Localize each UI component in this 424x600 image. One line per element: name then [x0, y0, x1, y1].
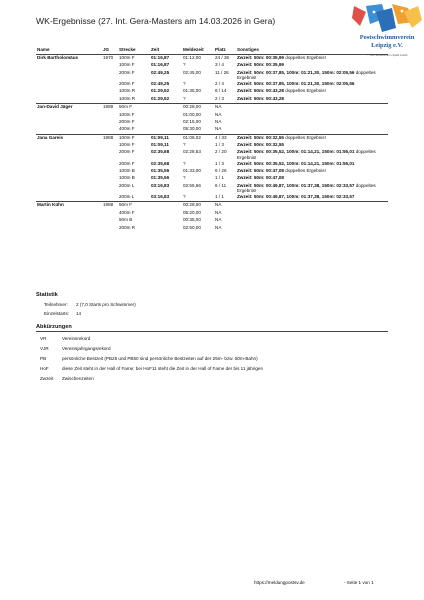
einzelstarts-value: 14	[76, 311, 82, 316]
distance: 100m R	[119, 95, 136, 101]
swim-time	[150, 126, 182, 134]
birth-year	[102, 96, 118, 104]
entry-time: ?	[183, 175, 186, 181]
entry-time: 02:50,00	[183, 224, 201, 230]
placement: 2 / 4	[215, 80, 224, 86]
athlete-name	[36, 62, 102, 69]
swim-time: 02:49,25	[151, 69, 170, 75]
distance: 100m F	[118, 134, 150, 142]
distance: 200m F	[119, 118, 135, 124]
athlete-name	[36, 142, 102, 149]
table-row	[36, 175, 388, 182]
entry-time: 02:45,00	[183, 69, 201, 75]
teilnehmer-label: Teilnehmer:	[44, 302, 68, 307]
notes	[236, 202, 388, 210]
distance: 50m B	[119, 217, 133, 223]
notes	[236, 168, 388, 175]
placement: 1 / 3	[215, 160, 224, 166]
athlete-name	[36, 88, 102, 95]
notes	[236, 161, 388, 168]
swim-time	[150, 119, 182, 126]
athlete-name: Jan-David Jäger	[36, 104, 102, 112]
athlete-name	[36, 175, 102, 182]
split-times: Zwzeit: 50m: 00:37,85, 100m: 01:21,30, 150m: 02:05,56	[237, 80, 355, 86]
distance: 200m F	[119, 149, 135, 155]
distance: 100m F	[119, 142, 135, 148]
swim-time: 01:16,87	[150, 55, 182, 63]
split-times: Zwzeit: 50m: 00:35,99	[237, 62, 284, 68]
notes	[236, 210, 388, 217]
athlete-name	[36, 225, 102, 232]
table-row	[36, 161, 388, 168]
birth-year	[102, 168, 118, 175]
col-sonstiges: Sonstiges	[236, 45, 388, 55]
distance: 400m F	[119, 126, 135, 132]
distance: 200m L	[119, 182, 135, 188]
birth-year: 1988	[102, 202, 118, 210]
swim-time: 02:49,25	[151, 80, 170, 86]
swim-time	[150, 217, 182, 224]
birth-year	[102, 210, 118, 217]
birth-year	[102, 62, 118, 69]
entry-time: 01:00,00	[183, 111, 201, 117]
duplicate-note: doppeltes Ergebnis!	[283, 134, 326, 140]
placement: NA	[215, 111, 222, 117]
entry-time: 00:28,00	[182, 104, 214, 112]
col-meldezeit: Meldezeit	[182, 45, 214, 55]
page-title: WK-Ergebnisse (27. Int. Gera-Masters am 14.03.2026 in Gera)	[36, 16, 276, 26]
duplicate-note: doppeltes Ergebnis!	[283, 55, 326, 60]
split-times: Zwzeit: 50m: 00:35,99	[237, 55, 284, 60]
split-times: Zwzeit: 50m: 00:43,28	[237, 88, 284, 94]
table-row	[36, 88, 388, 95]
distance: 200m F	[119, 80, 135, 86]
results-header-row	[36, 45, 388, 55]
placement: 8 / 14	[215, 88, 227, 94]
placement: NA	[215, 126, 222, 132]
birth-year	[102, 126, 118, 134]
fish-logo-icon	[352, 2, 422, 36]
birth-year: 1970	[102, 55, 118, 63]
athlete-name	[36, 119, 102, 126]
abbr-key: VJR	[40, 346, 49, 351]
table-row	[36, 134, 388, 142]
notes	[236, 225, 388, 232]
abbr-description: Zwischenzeiten	[62, 376, 94, 381]
placement: NA	[215, 217, 222, 223]
birth-year	[102, 217, 118, 224]
einzelstarts-label: Einzelstarts:	[44, 311, 70, 316]
table-row	[36, 194, 388, 202]
birth-year	[102, 112, 118, 119]
entry-time: 01:08,02	[182, 134, 214, 142]
placement: NA	[215, 224, 222, 230]
entry-time: 01:35,00	[183, 88, 201, 94]
notes	[236, 104, 388, 112]
teilnehmer-value: 2 (7,0 Starts pro Schwimmer)	[76, 302, 136, 307]
split-times: Zwzeit: 50m: 00:49,87, 100m: 01:37,38, 150m: 02:33,57	[237, 194, 355, 200]
table-row	[36, 183, 388, 194]
notes	[236, 126, 388, 134]
athlete-name	[36, 183, 102, 194]
notes	[236, 88, 388, 95]
athlete-name	[36, 126, 102, 134]
duplicate-note: doppeltes Ergebnis!	[283, 88, 326, 94]
distance: 50m F	[118, 104, 150, 112]
table-row	[36, 217, 388, 224]
athlete-name: Jana Gareis	[36, 134, 102, 142]
distance: 100m B	[119, 168, 135, 174]
statistik-heading: Statistik	[36, 292, 58, 298]
entry-time: 02:28,53	[183, 149, 201, 155]
placement: 1 / 3	[215, 142, 224, 148]
entry-time: ?	[183, 160, 186, 166]
swim-time	[150, 210, 182, 217]
birth-year	[102, 225, 118, 232]
table-row	[36, 104, 388, 112]
entry-time: 00:35,00	[183, 217, 201, 223]
abkuerzungen-heading: Abkürzungen	[36, 324, 72, 330]
distance: 100m F	[118, 55, 150, 63]
swim-time: 03:16,83	[151, 182, 170, 188]
distance: 200m R	[119, 224, 136, 230]
athlete-name	[36, 210, 102, 217]
swim-time: 01:09,11	[151, 142, 169, 148]
logo-org-name: Postschwimmverein	[359, 34, 415, 41]
entry-time: 00:28,00	[182, 202, 214, 210]
placement: 6 / 11	[215, 182, 227, 188]
swim-time: 01:35,56	[151, 168, 170, 174]
notes	[236, 183, 388, 194]
distance: 200m F	[119, 69, 135, 75]
table-row	[36, 96, 388, 104]
swim-time: 01:29,52	[151, 88, 170, 94]
table-row	[36, 62, 388, 69]
swim-time: 02:35,68	[151, 149, 170, 155]
birth-year	[102, 183, 118, 194]
swim-time: 01:35,56	[151, 175, 170, 181]
athlete-name	[36, 161, 102, 168]
split-times: Zwzeit: 50m: 00:43,28	[237, 95, 284, 101]
col-platz: Platz	[214, 45, 236, 55]
logo-slogan: … von Schwimmern Spaß macht	[366, 53, 408, 57]
entry-time: 05:30,00	[183, 126, 201, 132]
notes	[236, 55, 388, 63]
notes	[236, 194, 388, 202]
swim-time: 01:29,52	[151, 95, 170, 101]
table-row	[36, 202, 388, 210]
placement: 11 / 26	[215, 69, 229, 75]
abbr-description: Vereinsjahrgangsrekord	[62, 346, 111, 351]
birth-year	[102, 119, 118, 126]
table-row	[36, 149, 388, 160]
swim-time: 03:16,83	[151, 194, 170, 200]
abbr-key: Zwzeit	[40, 376, 54, 381]
notes	[236, 134, 388, 142]
athlete-name	[36, 81, 102, 88]
notes	[236, 119, 388, 126]
placement: NA	[214, 202, 236, 210]
athlete-name	[36, 70, 102, 81]
birth-year	[102, 81, 118, 88]
entry-time: 02:15,00	[183, 118, 201, 124]
abbr-description: persönliche Bestzeit (PB25 und PB50 sind persönliche Bestzeiten auf der 25m- bzw. 50m-Bahn)	[62, 356, 258, 361]
table-row	[36, 55, 388, 63]
abbr-description: Vereinsrekord	[62, 336, 91, 341]
col-zeit: Zeit	[150, 45, 182, 55]
placement: 2 / 20	[215, 149, 227, 155]
results-body	[36, 55, 388, 232]
placement: 1 / 1	[215, 175, 224, 181]
birth-year	[102, 142, 118, 149]
placement: NA	[215, 118, 222, 124]
table-row	[36, 168, 388, 175]
notes	[236, 175, 388, 182]
swim-time: 01:09,11	[150, 134, 182, 142]
table-row	[36, 81, 388, 88]
placement: 24 / 36	[214, 55, 236, 63]
athlete-name	[36, 168, 102, 175]
swim-time: 02:35,68	[151, 160, 170, 166]
duplicate-note: doppeltes Ergebnis!	[237, 149, 376, 161]
table-row	[36, 112, 388, 119]
birth-year	[102, 149, 118, 160]
split-times: Zwzeit: 50m: 00:32,55	[237, 134, 284, 140]
abkuerzungen-divider	[36, 331, 388, 332]
athlete-name	[36, 217, 102, 224]
placement: 2 / 3	[215, 95, 224, 101]
swim-time: 01:16,87	[151, 62, 170, 68]
swim-time	[150, 112, 182, 119]
distance: 100m F	[119, 111, 135, 117]
distance: 200m F	[119, 160, 135, 166]
col-name: Name	[36, 45, 102, 55]
notes	[236, 142, 388, 149]
entry-time: 05:20,00	[183, 209, 201, 215]
results-table	[36, 45, 388, 232]
distance: 100m R	[119, 88, 136, 94]
swim-time	[150, 202, 182, 210]
entry-time: 02:55,66	[183, 182, 201, 188]
notes	[236, 112, 388, 119]
split-times: Zwzeit: 50m: 00:35,52, 100m: 01:14,21, 150m: 01:55,01	[237, 160, 355, 166]
duplicate-note: doppeltes Ergebnis!	[237, 69, 376, 81]
abbr-key: VR	[40, 336, 47, 341]
athlete-name	[36, 149, 102, 160]
entry-time: 01:12,00	[182, 55, 214, 63]
notes	[236, 70, 388, 81]
table-row	[36, 70, 388, 81]
birth-year	[102, 88, 118, 95]
notes	[236, 96, 388, 104]
birth-year	[102, 161, 118, 168]
athlete-name: Martin Kühn	[36, 202, 102, 210]
placement: NA	[215, 209, 222, 215]
logo-org-city: Leipzig e.V.	[371, 42, 403, 49]
swim-time	[150, 225, 182, 232]
split-times: Zwzeit: 50m: 00:37,85, 100m: 01:21,30, 150m: 02:05,56	[237, 69, 355, 75]
entry-time: ?	[183, 194, 186, 200]
placement: 1 / 1	[215, 194, 224, 200]
notes	[236, 62, 388, 69]
table-row	[36, 119, 388, 126]
footer-url: https://meldungpostsv.de	[254, 580, 305, 585]
table-row	[36, 142, 388, 149]
distance: 100m F	[119, 62, 135, 68]
athlete-name	[36, 194, 102, 202]
abbr-key: PB	[40, 356, 47, 361]
entry-time: ?	[183, 80, 186, 86]
entry-time: 01:33,00	[183, 168, 201, 174]
placement: 3 / 4	[215, 62, 224, 68]
notes	[236, 149, 388, 160]
col-strecke: Strecke	[118, 45, 150, 55]
entry-time: ?	[183, 95, 186, 101]
split-times: Zwzeit: 50m: 00:47,08	[237, 175, 284, 181]
athlete-name	[36, 112, 102, 119]
placement: 4 / 33	[214, 134, 236, 142]
distance: 100m B	[119, 175, 135, 181]
duplicate-note: doppeltes Ergebnis!	[237, 182, 376, 194]
split-times: Zwzeit: 50m: 00:49,87, 100m: 01:37,38, 150m: 02:33,57	[237, 182, 355, 188]
athlete-name: Dirk Bartholomäus	[36, 55, 102, 63]
split-times: Zwzeit: 50m: 00:47,08	[237, 168, 284, 174]
duplicate-note: doppeltes Ergebnis!	[283, 168, 326, 174]
placement: NA	[214, 104, 236, 112]
swim-time	[150, 104, 182, 112]
abbr-description: diese Zeit steht in der Hall of Fame; bei HoF11 steht die Zeit in der Hall of Fame der bis 11 jährigen	[62, 366, 264, 371]
notes	[236, 217, 388, 224]
abbr-key: HoF	[40, 366, 49, 371]
table-row	[36, 126, 388, 134]
entry-time: ?	[183, 142, 186, 148]
placement: 6 / 26	[215, 168, 227, 174]
table-row	[36, 210, 388, 217]
entry-time: ?	[183, 62, 186, 68]
distance: 50m F	[118, 202, 150, 210]
birth-year	[102, 194, 118, 202]
birth-year	[102, 70, 118, 81]
distance: 400m F	[119, 209, 135, 215]
footer-page-number: - Seite 1 von 1	[344, 580, 374, 585]
birth-year: 1988	[102, 134, 118, 142]
split-times: Zwzeit: 50m: 00:32,55	[237, 142, 284, 148]
athlete-name	[36, 96, 102, 104]
distance: 200m L	[119, 194, 135, 200]
split-times: Zwzeit: 50m: 00:35,52, 100m: 01:14,21, 150m: 01:55,01	[237, 149, 355, 155]
table-row	[36, 225, 388, 232]
birth-year	[102, 175, 118, 182]
col-jg: JG	[102, 45, 118, 55]
birth-year: 1989	[102, 104, 118, 112]
notes	[236, 81, 388, 88]
